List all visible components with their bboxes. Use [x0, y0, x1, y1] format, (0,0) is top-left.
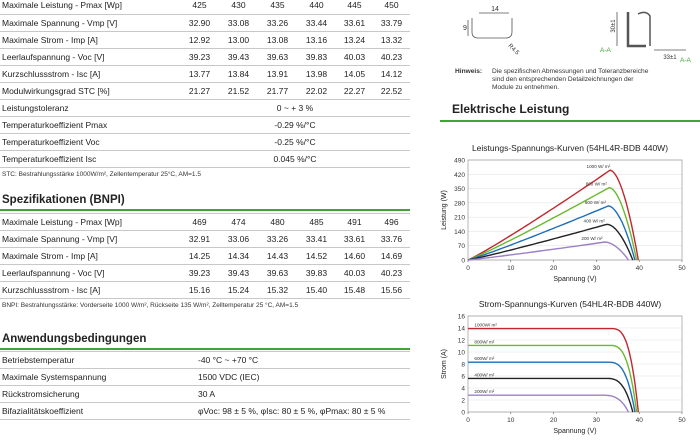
- stc_table-value: 39.83: [297, 48, 336, 65]
- operating-heading-rule: [0, 348, 410, 350]
- pv-chart: [436, 154, 700, 290]
- stc_table-value: 22.52: [373, 82, 410, 99]
- dim-30: 30±1: [611, 19, 617, 33]
- stc_table-value: 13.24: [336, 31, 373, 48]
- stc_table-value: 32.90: [180, 14, 219, 31]
- bnpi-value: 15.24: [219, 282, 258, 299]
- x-axis-label: Spannung (V): [553, 428, 597, 435]
- bnpi-spec-table: [0, 213, 410, 299]
- bnpi-value: 33.61: [336, 231, 373, 248]
- electrical-heading-rule: [440, 120, 700, 122]
- dim-9: 9: [463, 25, 467, 32]
- series-line: [468, 170, 638, 260]
- bnpi-row: [0, 248, 410, 265]
- y-tick-label: 420: [454, 171, 465, 179]
- bnpi-label: Kurzschlussstrom - Isc [A]: [0, 282, 180, 299]
- y-tick-label: 280: [454, 200, 465, 208]
- x-tick-label: 20: [549, 417, 558, 424]
- bnpi-value: 474: [219, 214, 258, 231]
- y-tick-label: 14: [457, 325, 465, 333]
- hint-line: Die spezifischen Abmessungen und Toleranzbereiche: [492, 68, 649, 75]
- bnpi-value: 33.26: [258, 231, 297, 248]
- bnpi-value: 39.63: [258, 265, 297, 282]
- stc_table-label: Leerlaufspannung - Voc [V]: [0, 48, 180, 65]
- bnpi-value: 485: [297, 214, 336, 231]
- stc_table-value: 430: [219, 0, 258, 14]
- bnpi-value: 39.23: [180, 265, 219, 282]
- stc_table-row: [0, 150, 410, 167]
- series-label: 1000 W/ m²: [586, 164, 611, 170]
- bnpi-label: Leerlaufspannung - Voc [V]: [0, 265, 180, 282]
- series-label: 600 W/ m²: [584, 199, 607, 205]
- section-profile-left: [628, 12, 646, 46]
- y-tick-label: 0: [461, 257, 465, 265]
- stc_table-value: 445: [336, 0, 373, 14]
- stc_table-value: 13.84: [219, 65, 258, 82]
- electrical-heading: Elektrische Leistung: [452, 102, 570, 116]
- x-tick-label: 0: [466, 265, 470, 272]
- stc_table-value: 21.52: [219, 82, 258, 99]
- stc_table-row: [0, 116, 410, 133]
- stc_table-value: 33.79: [373, 14, 410, 31]
- bnpi-value: 15.16: [180, 282, 219, 299]
- section-profile-right: [638, 12, 650, 46]
- bnpi-label: Maximale Strom - Imp [A]: [0, 248, 180, 265]
- operating-label: Bifazialitätskoeffizient: [0, 403, 196, 420]
- series-label: 400 W/ m²: [583, 218, 605, 224]
- stc_table-label: Maximale Leistung - Pmax [Wp]: [0, 0, 180, 14]
- y-tick-label: 4: [461, 385, 465, 393]
- bnpi-value: 15.56: [373, 282, 410, 299]
- stc_table-value: 22.02: [297, 82, 336, 99]
- bnpi-value: 39.83: [297, 265, 336, 282]
- stc_table-value: 14.12: [373, 65, 410, 82]
- section-label-left: A-A: [600, 47, 611, 54]
- bnpi-heading-rule: [0, 209, 410, 211]
- series-label: 600W/ m²: [474, 356, 495, 362]
- hint-line: Module zu entnehmen.: [492, 84, 560, 91]
- dim-r45: R4.5: [506, 43, 520, 57]
- stc_table-value: 435: [258, 0, 297, 14]
- series-line: [468, 362, 635, 412]
- operating-row: [0, 386, 410, 403]
- hint-label: Hinweis:: [455, 68, 483, 75]
- bnpi-value: 15.32: [258, 282, 297, 299]
- stc_table-merged-value: 0 ~ + 3 %: [180, 99, 410, 116]
- y-tick-label: 490: [454, 157, 465, 165]
- stc_table-row: [0, 48, 410, 65]
- bnpi-value: 491: [336, 214, 373, 231]
- stc_table-label: Kurzschlussstrom - Isc [A]: [0, 65, 180, 82]
- y-tick-label: 210: [454, 214, 465, 222]
- stc_table-value: 40.03: [336, 48, 373, 65]
- stc_table-value: 13.77: [180, 65, 219, 82]
- series-label: 1000W/ m²: [474, 322, 497, 328]
- operating-row: [0, 403, 410, 420]
- stc_table-value: 21.77: [258, 82, 297, 99]
- stc_table-value: 21.27: [180, 82, 219, 99]
- bnpi-value: 15.40: [297, 282, 336, 299]
- operating-heading: Anwendungsbedingungen: [2, 333, 147, 345]
- bnpi-value: 14.34: [219, 248, 258, 265]
- bnpi-value: 15.48: [336, 282, 373, 299]
- stc_table-value: 450: [373, 0, 410, 14]
- stc-spec-table: [0, 0, 410, 168]
- bnpi-value: 32.91: [180, 231, 219, 248]
- stc_table-value: 33.08: [219, 14, 258, 31]
- stc_table-merged-value: 0.045 %/°C: [180, 150, 410, 167]
- operating-value: -40 °C ~ +70 °C: [196, 352, 410, 369]
- bnpi-value: 39.43: [219, 265, 258, 282]
- operating-value: 1500 VDC (IEC): [196, 369, 410, 386]
- stc_table-row: [0, 99, 410, 116]
- x-tick-label: 20: [549, 265, 558, 272]
- stc_table-merged-value: -0.25 %/°C: [180, 133, 410, 150]
- stc_table-label: Temperaturkoeffizient Isc: [0, 150, 180, 167]
- operating-row: [0, 352, 410, 369]
- stc_table-value: 440: [297, 0, 336, 14]
- stc_table-label: Temperaturkoeffizient Pmax: [0, 116, 180, 133]
- stc_table-label: Maximale Spannung - Vmp [V]: [0, 14, 180, 31]
- stc_table-row: [0, 82, 410, 99]
- stc_table-value: 13.32: [373, 31, 410, 48]
- stc_table-value: 33.26: [258, 14, 297, 31]
- x-tick-label: 30: [592, 265, 601, 272]
- series-label: 400W/ m²: [474, 372, 495, 378]
- stc_table-row: [0, 65, 410, 82]
- dim-14: 14: [491, 6, 499, 13]
- x-axis-label: Spannung (V): [553, 276, 597, 283]
- series-label: 200W/ m²: [474, 389, 495, 395]
- y-tick-label: 10: [457, 349, 465, 357]
- stc_table-value: 40.23: [373, 48, 410, 65]
- bnpi-value: 33.76: [373, 231, 410, 248]
- bnpi-label: Maximale Leistung - Pmax [Wp]: [0, 214, 180, 231]
- y-tick-label: 12: [457, 337, 465, 345]
- x-tick-label: 50: [678, 265, 686, 272]
- series-label: 200 W/ m²: [581, 236, 603, 242]
- stc_table-value: 39.43: [219, 48, 258, 65]
- operating-label: Betriebstemperatur: [0, 352, 196, 369]
- iv-chart-title: Strom-Spannungs-Kurven (54HL4R-BDB 440W): [478, 299, 662, 309]
- bnpi-value: 14.52: [297, 248, 336, 265]
- series-line: [468, 242, 629, 260]
- bnpi-heading: Spezifikationen (BNPI): [2, 194, 125, 206]
- y-tick-label: 140: [454, 228, 465, 236]
- stc_table-label: Maximale Strom - Imp [A]: [0, 31, 180, 48]
- bnpi-value: 14.69: [373, 248, 410, 265]
- stc_table-label: Temperaturkoeffizient Voc: [0, 133, 180, 150]
- bnpi-value: 14.43: [258, 248, 297, 265]
- y-tick-label: 8: [461, 361, 465, 369]
- x-tick-label: 40: [635, 265, 643, 272]
- bnpi-value: 14.25: [180, 248, 219, 265]
- bnpi-row: [0, 265, 410, 282]
- hint-text: [492, 68, 648, 92]
- stc_table-value: 13.16: [297, 31, 336, 48]
- x-tick-label: 0: [466, 417, 470, 424]
- operating-row: [0, 369, 410, 386]
- bnpi-value: 14.60: [336, 248, 373, 265]
- operating-value: 30 A: [196, 386, 410, 403]
- stc_table-value: 425: [180, 0, 219, 14]
- stc_table-value: 39.63: [258, 48, 297, 65]
- series-line: [468, 206, 635, 260]
- bnpi-row: [0, 282, 410, 299]
- series-line: [468, 395, 629, 412]
- pv-chart-title: Leistungs-Spannungs-Kurven (54HL4R-BDB 440W): [471, 143, 669, 153]
- stc_table-value: 39.23: [180, 48, 219, 65]
- bnpi-row: [0, 231, 410, 248]
- stc-note: STC: Bestrahlungsstärke 1000W/m², Zellentemperatur 25°C, AM=1.5: [2, 171, 201, 178]
- hint-line: sind den entsprechenden Detailzeichnungen der: [492, 76, 634, 83]
- bnpi-value: 33.41: [297, 231, 336, 248]
- bnpi-value: 40.03: [336, 265, 373, 282]
- profile-outline: [472, 18, 512, 38]
- bnpi-value: 469: [180, 214, 219, 231]
- operating-value: φVoc: 98 ± 5 %, φIsc: 80 ± 5 %, φPmax: 80 ± 5 %: [196, 403, 410, 420]
- bnpi-value: 40.23: [373, 265, 410, 282]
- stc_table-value: 33.44: [297, 14, 336, 31]
- y-tick-label: 350: [454, 186, 465, 194]
- y-axis-label: Leistung (W): [441, 190, 448, 230]
- stc_table-value: 13.08: [258, 31, 297, 48]
- x-tick-label: 50: [678, 417, 686, 424]
- x-tick-label: 10: [507, 417, 515, 424]
- series-label: 800W/ m²: [474, 339, 495, 345]
- y-tick-label: 70: [457, 243, 465, 251]
- y-tick-label: 2: [461, 397, 465, 405]
- stc_table-row: [0, 0, 410, 14]
- stc_table-value: 13.98: [297, 65, 336, 82]
- stc_table-row: [0, 14, 410, 31]
- y-tick-label: 16: [457, 313, 465, 321]
- y-axis-label: Strom (A): [441, 349, 448, 379]
- stc_table-row: [0, 31, 410, 48]
- bnpi-value: 496: [373, 214, 410, 231]
- operating-table: [0, 351, 410, 420]
- bnpi-row: [0, 214, 410, 231]
- bnpi-value: 33.06: [219, 231, 258, 248]
- y-tick-label: 0: [461, 409, 465, 417]
- stc_table-value: 13.91: [258, 65, 297, 82]
- x-tick-label: 10: [507, 265, 515, 272]
- frame-profile-drawing: [450, 0, 700, 62]
- stc_table-value: 12.92: [180, 31, 219, 48]
- bnpi-label: Maximale Spannung - Vmp [V]: [0, 231, 180, 248]
- stc_table-value: 13.00: [219, 31, 258, 48]
- x-tick-label: 40: [635, 417, 643, 424]
- stc_table-merged-value: -0.29 %/°C: [180, 116, 410, 133]
- operating-label: Rückstromsicherung: [0, 386, 196, 403]
- dim-33: 33±1: [663, 55, 677, 61]
- stc_table-label: Modulwirkungsgrad STC [%]: [0, 82, 180, 99]
- stc_table-value: 33.61: [336, 14, 373, 31]
- bnpi-value: 480: [258, 214, 297, 231]
- x-tick-label: 30: [592, 417, 601, 424]
- y-tick-label: 6: [461, 373, 465, 381]
- section-label-right: A-A: [680, 57, 691, 62]
- operating-label: Maximale Systemspannung: [0, 369, 196, 386]
- stc_table-row: [0, 133, 410, 150]
- stc_table-value: 14.05: [336, 65, 373, 82]
- stc_table-label: Leistungstoleranz: [0, 99, 180, 116]
- iv-chart: [436, 310, 700, 444]
- bnpi-note: BNPI: Bestrahlungsstärke: Vorderseite 1000 W/m², Rückseite 135 W/m², Zelltemperatur 25 °C, AM=1.5: [2, 302, 299, 309]
- series-label: 800 W/ m²: [585, 181, 607, 187]
- stc_table-value: 22.27: [336, 82, 373, 99]
